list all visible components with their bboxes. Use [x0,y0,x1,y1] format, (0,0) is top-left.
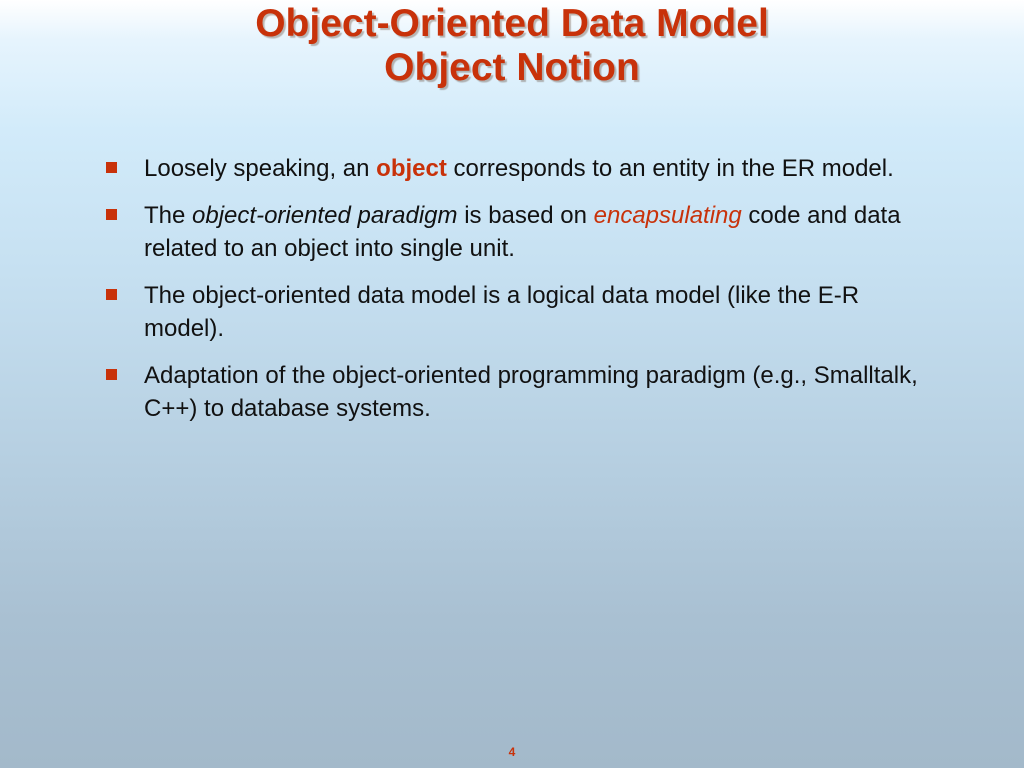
title-line-2: Object Notion [384,46,640,89]
square-bullet-icon [106,289,117,300]
bullet-text: The object-oriented data model is a logical data model (like the E-R model). [144,282,860,342]
bullet-italic: object-oriented paradigm [192,202,458,229]
bullet-item-adaptation [104,359,944,425]
bullet-text: Adaptation of the object-oriented programming paradigm (e.g., Smalltalk, C++) to database systems. [144,362,918,422]
square-bullet-icon [106,209,117,220]
page-number: 4 [508,745,516,759]
bullet-text-post: code and data related to an object into single unit. [144,202,901,262]
bullet-list [104,152,944,439]
bullet-text-mid: is based on [457,202,594,229]
square-bullet-icon [106,369,117,380]
bullet-item-paradigm [104,199,944,265]
title-line-1: Object-Oriented Data Model [255,2,769,45]
bullet-text-pre: Loosely speaking, an [144,155,377,182]
bullet-text-post: corresponds to an entity in the ER model. [446,155,894,182]
bullet-item-logical-model [104,279,944,345]
bullet-emphasis: encapsulating [593,202,742,229]
bullet-item-object [104,152,944,185]
bullet-text-pre: The [144,202,193,229]
square-bullet-icon [106,162,117,173]
bullet-emphasis: object [376,155,447,182]
slide-title [0,2,1024,90]
